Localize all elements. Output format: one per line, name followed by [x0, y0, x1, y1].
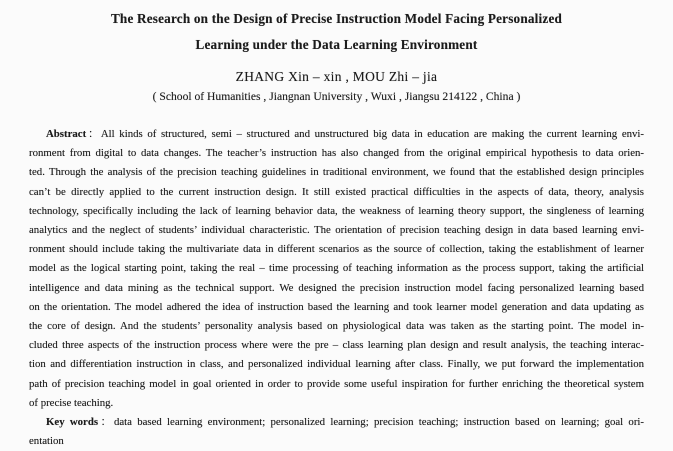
abstract-line: path of precision teaching model in goal oriented in order to provide some useful inspiration for further enriching the theoretical system — [29, 377, 644, 390]
keywords-label: Key words — [46, 416, 99, 429]
abstract-line: intelligence and data mining as the technical support. We designed the precision instruction model facing personalized learning based — [29, 281, 644, 294]
paper-title — [0, 6, 673, 58]
title-line-1: The Research on the Design of Precise Instruction Model Facing Personalized — [110, 11, 563, 26]
keywords-last-line: entation — [29, 435, 64, 448]
keywords-colon: ： — [98, 416, 114, 429]
abstract-section — [0, 125, 673, 451]
keywords-line — [29, 413, 644, 432]
abstract-last-line: of precise teaching. — [29, 396, 114, 409]
abstract-line: can’t be directly applied to the current instruction design. It still existed practical difficulties in the aspects of data, theory, analysis — [29, 185, 644, 198]
abstract-line: analytics and the neglect of students’ individual characteristic. The orientation of precision teaching design in data based learning envi- — [29, 224, 644, 237]
abstract-line: cluded three aspects of the instruction process where were the pre – class learning plan design and result analysis, the teaching interac- — [29, 339, 644, 352]
abstract-text: All kinds of structured, semi – structured and unstructured big data in education are making the current learning envi- — [100, 128, 645, 140]
abstract-line: technology, specifically including the lack of learning behavior data, the weakness of learning theory support, the singleness of learning — [29, 204, 644, 217]
authors: ZHANG Xin – xin , MOU Zhi – jia — [235, 69, 438, 84]
abstract-line: ted. Through the analysis of the precision teaching guidelines in traditional environment, we found that the established design principles — [29, 166, 644, 179]
abstract-line: model as the logical starting point, taking the real – time processing of teaching information as the process support, taking the artificial — [29, 262, 644, 275]
abstract-colon: ： — [86, 128, 101, 140]
abstract-line: tion and differentiation instruction in class, and personalized individual learning after class. Finally, we put forward the implementation — [29, 358, 644, 371]
abstract-line: the core of design. And the students’ personality analysis based on physiological data was taken as the starting point. The model in- — [29, 320, 644, 333]
abstract-line: ronment from digital to data changes. The teacher’s instruction has also changed from the original empirical hypothesis to data orien- — [29, 147, 644, 160]
abstract-label: Abstract — [46, 128, 87, 140]
title-line-2: Learning under the Data Learning Environment — [195, 37, 478, 52]
abstract-first-line — [29, 125, 644, 144]
affiliation: ( School of Humanities , Jiangnan University , Wuxi , Jiangsu 214122 , China ) — [152, 90, 521, 103]
abstract-line: on the orientation. The model adhered the idea of instruction based the learning and took learner model generation and data updating as — [29, 300, 644, 313]
abstract-line: ronment should include taking the multivariate data in different scenarios as the source of collection, taking the establishment of learner — [29, 243, 644, 256]
keywords-text: data based learning environment; personalized learning; precision teaching; instruction based on learning; goal ori- — [113, 416, 645, 429]
